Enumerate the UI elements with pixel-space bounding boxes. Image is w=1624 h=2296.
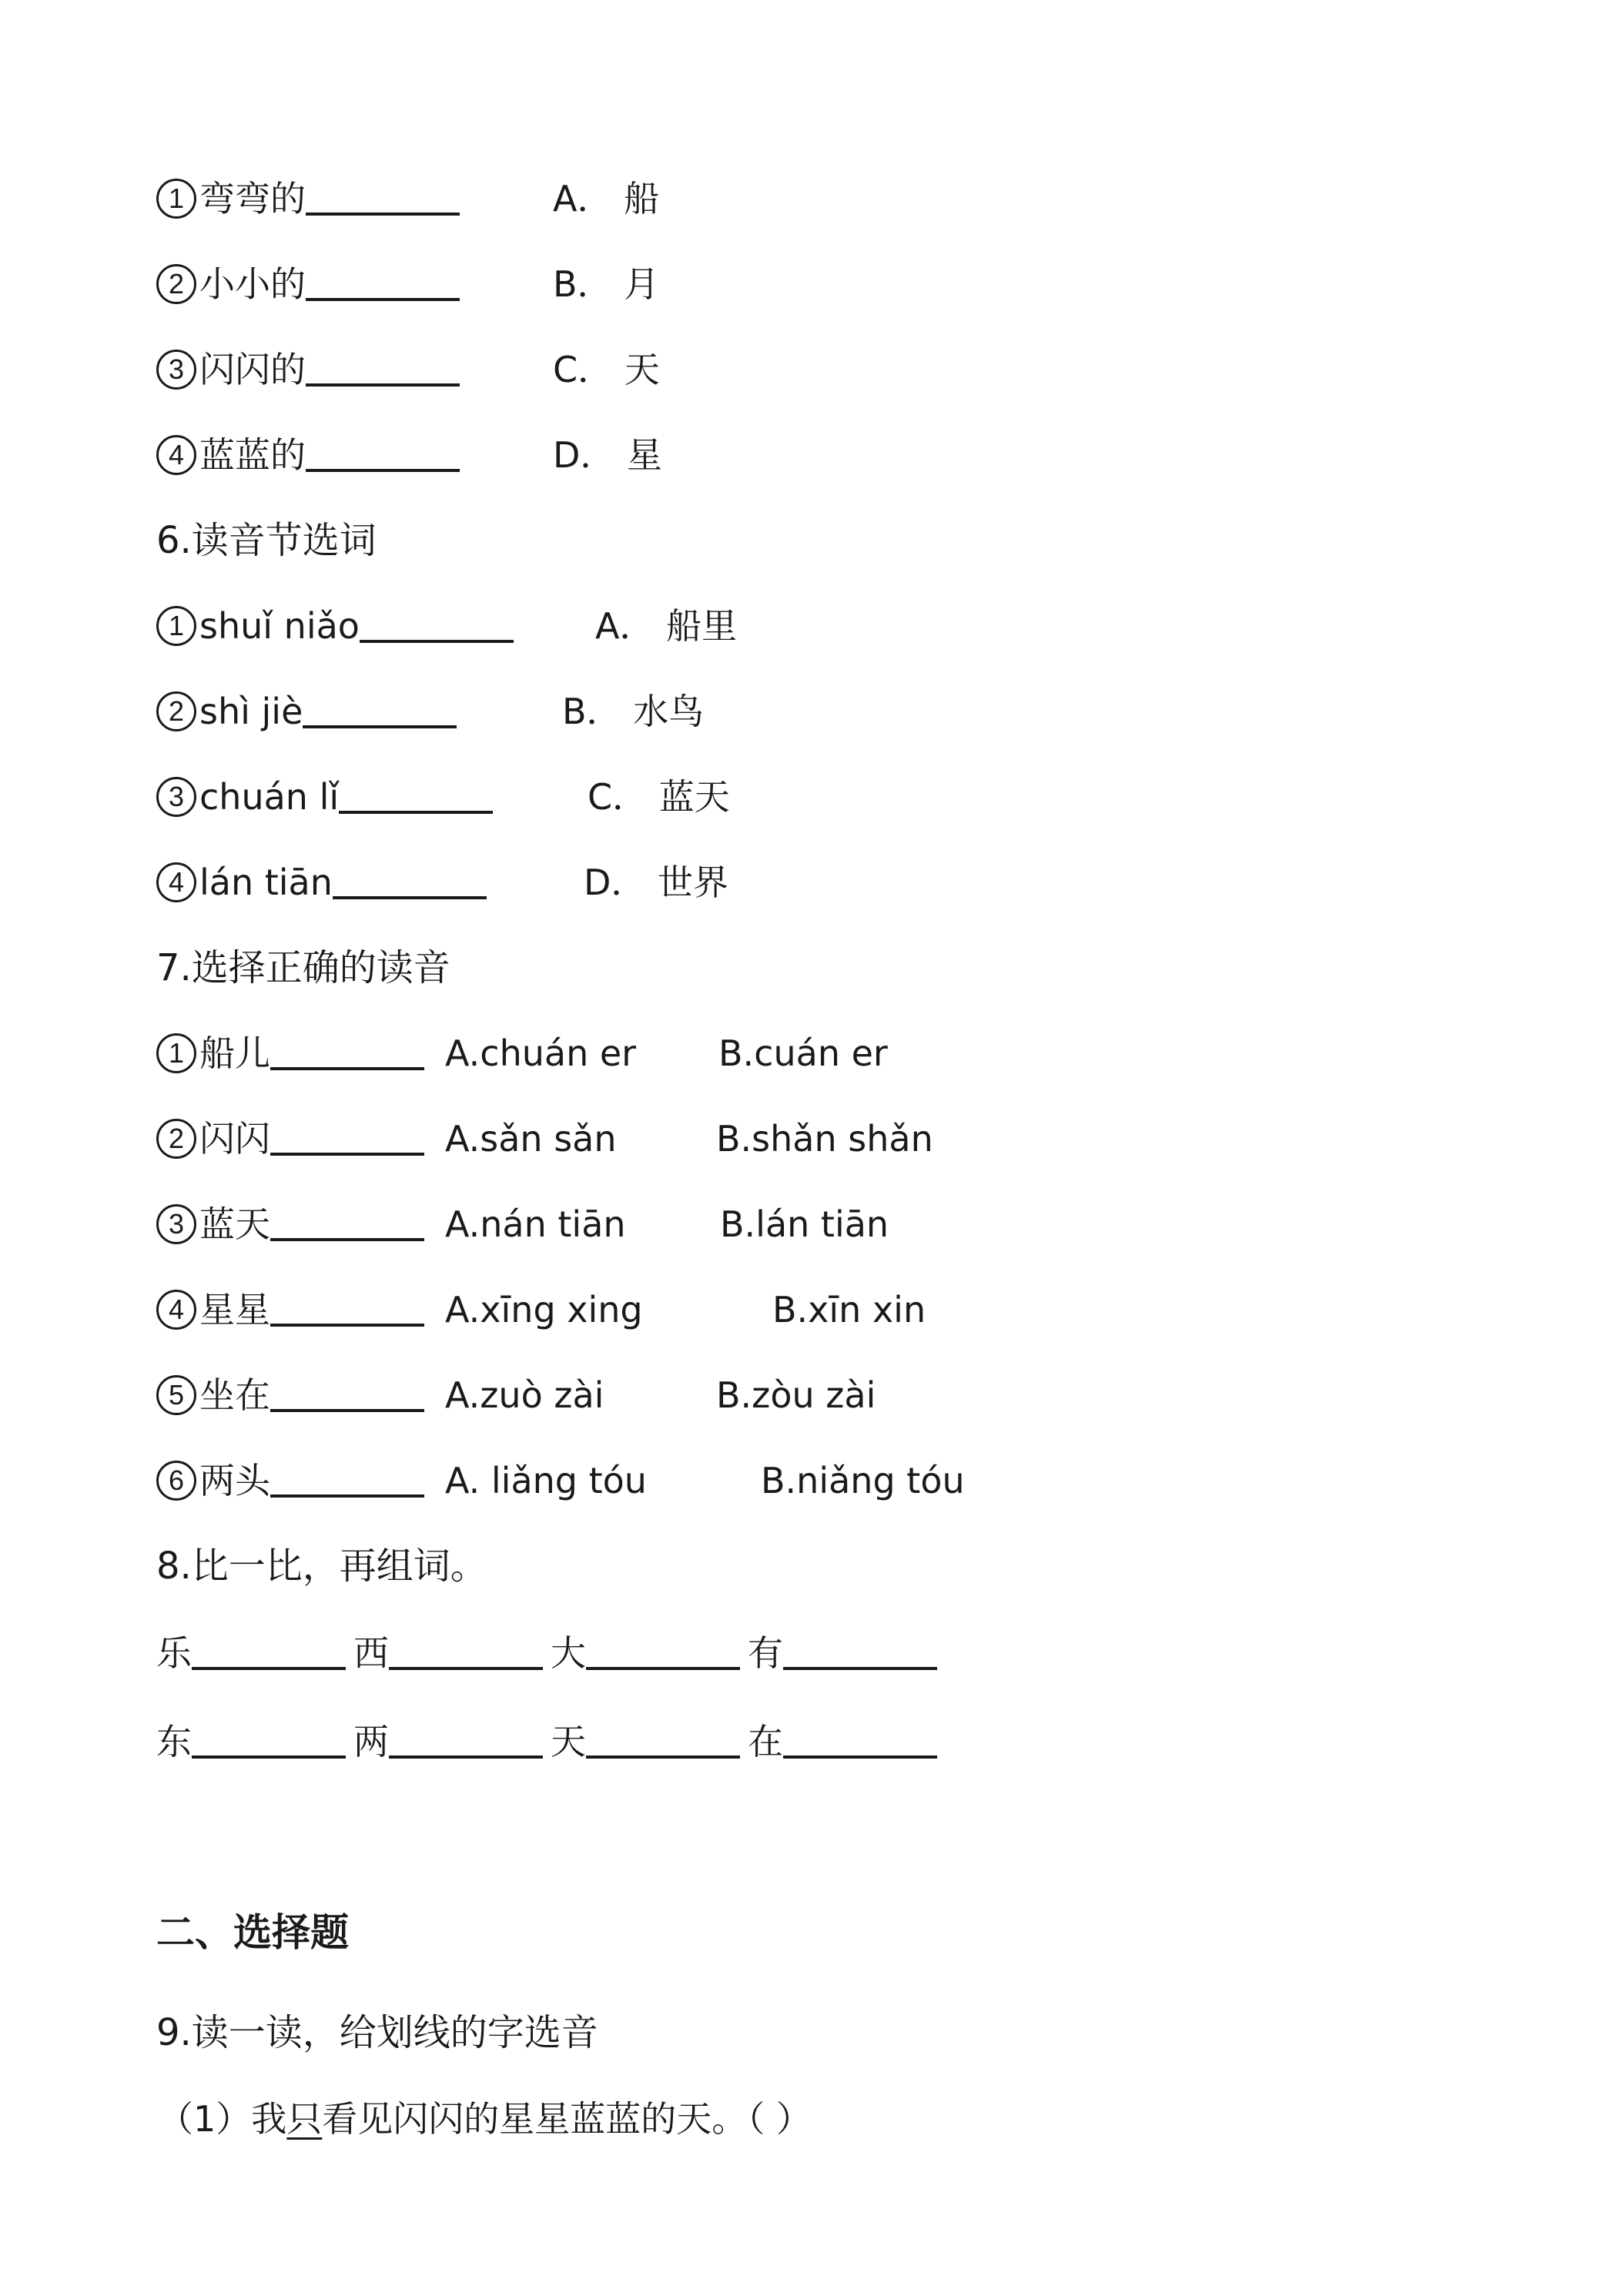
answer-blank[interactable] [192,1667,346,1670]
q6-item [156,681,705,742]
char-cell [748,1622,937,1684]
answer-blank[interactable] [306,383,460,387]
q7-item [156,1193,889,1255]
sub-question-prefix: （1）我 [158,2098,287,2140]
circled-number: 3 [156,777,196,817]
option-label: A． 船里 [595,605,738,647]
char-cell [551,1622,740,1684]
q7-item [156,1364,876,1426]
q7-item [156,1279,926,1340]
q6-item [156,766,730,828]
option-a: A.nán tiān [445,1203,626,1245]
answer-blank[interactable] [306,213,460,216]
char-cell [748,1711,937,1772]
answer-blank[interactable] [783,1667,937,1670]
item-text: 船儿 [199,1033,270,1074]
char: 有 [748,1632,783,1674]
option-a: A.chuán er [445,1033,637,1074]
answer-blank[interactable] [270,1153,424,1156]
q5-item [156,424,663,486]
option-label: D． 星 [553,434,663,476]
q5-item [156,339,660,400]
char-cell [551,1711,740,1772]
option-a: A.sǎn sǎn [445,1118,617,1160]
q8-row [156,1622,945,1684]
option-a: A. liǎng tóu [445,1460,647,1501]
answer-blank[interactable] [389,1667,543,1670]
char: 在 [748,1721,783,1762]
answer-blank[interactable] [783,1755,937,1759]
option-label: D． 世界 [584,862,729,903]
char: 西 [353,1632,389,1674]
item-text: 两头 [199,1460,270,1501]
answer-blank[interactable] [306,469,460,472]
char: 乐 [156,1632,192,1674]
option-label: B． 月 [553,263,660,305]
char: 两 [353,1721,389,1762]
circled-number: 4 [156,1290,196,1330]
answer-blank[interactable] [360,640,514,643]
answer-blank[interactable] [303,725,457,728]
answer-blank[interactable] [270,1067,424,1070]
option-label: B． 水鸟 [562,691,705,732]
question-title: 9.读一读，给划线的字选音 [156,2011,598,2054]
item-text: 坐在 [199,1374,270,1416]
item-text: 闪闪的 [199,349,306,390]
circled-number: 1 [156,1033,196,1073]
q7-item [156,1450,965,1511]
answer-blank[interactable] [270,1494,424,1498]
pinyin-text: lán tiān [199,862,333,903]
sub-question-text: 看见闪闪的星星蓝蓝的天。（ ） [322,2098,812,2140]
item-text: 星星 [199,1289,270,1330]
question-title: 8.比一比，再组词。 [156,1545,487,1588]
char-cell [156,1711,346,1772]
underlined-char: 只 [286,2098,323,2140]
circled-number: 3 [156,350,196,390]
circled-number: 6 [156,1461,196,1501]
q5-item [156,168,660,229]
section-heading: 二、选择题 [156,1910,349,1955]
circled-number: 1 [156,606,196,646]
circled-number: 5 [156,1375,196,1415]
circled-number: 4 [156,862,196,902]
option-b: B.niǎng tóu [761,1460,965,1501]
answer-blank[interactable] [306,298,460,301]
option-a: A.zuò zài [445,1374,604,1416]
q5-item [156,253,660,315]
pinyin-text: chuán lǐ [199,776,340,818]
char: 天 [551,1721,586,1762]
char-cell [156,1622,346,1684]
circled-number: 2 [156,691,196,731]
q6-item [156,852,729,913]
answer-blank[interactable] [339,811,493,814]
item-text: 弯弯的 [199,178,306,219]
answer-blank[interactable] [270,1238,424,1241]
char-cell [353,1622,543,1684]
option-label: A． 船 [553,178,660,219]
circled-number: 4 [156,435,196,475]
question-title: 6.读音节选词 [156,519,377,562]
answer-blank[interactable] [586,1667,740,1670]
answer-blank[interactable] [333,896,487,899]
question-title: 7.选择正确的读音 [156,946,450,989]
option-b: B.lán tiān [720,1203,889,1245]
circled-number: 2 [156,1119,196,1159]
q7-item [156,1022,888,1084]
pinyin-text: shì jiè [199,691,303,732]
circled-number: 1 [156,179,196,219]
q9-sub-question [158,2088,812,2150]
circled-number: 2 [156,264,196,304]
char: 大 [551,1632,586,1674]
item-text: 蓝蓝的 [199,434,306,476]
option-a: A.xīng xing [445,1289,643,1330]
option-b: B.shǎn shǎn [716,1118,933,1160]
answer-blank[interactable] [270,1324,424,1327]
pinyin-text: shuǐ niǎo [199,605,360,647]
option-b: B.zòu zài [716,1374,876,1416]
char: 东 [156,1721,192,1762]
q7-item [156,1108,933,1170]
item-text: 小小的 [199,263,306,305]
option-b: B.cuán er [718,1033,888,1074]
circled-number: 3 [156,1204,196,1244]
item-text: 闪闪 [199,1118,270,1160]
answer-blank[interactable] [270,1409,424,1412]
char-cell [353,1711,543,1772]
answer-blank[interactable] [389,1755,543,1759]
option-label: C． 蓝天 [588,776,730,818]
option-b: B.xīn xin [772,1289,926,1330]
q8-row [156,1711,945,1772]
answer-blank[interactable] [192,1755,346,1759]
item-text: 蓝天 [199,1203,270,1245]
answer-blank[interactable] [586,1755,740,1759]
option-label: C． 天 [553,349,660,390]
q6-item [156,595,738,657]
